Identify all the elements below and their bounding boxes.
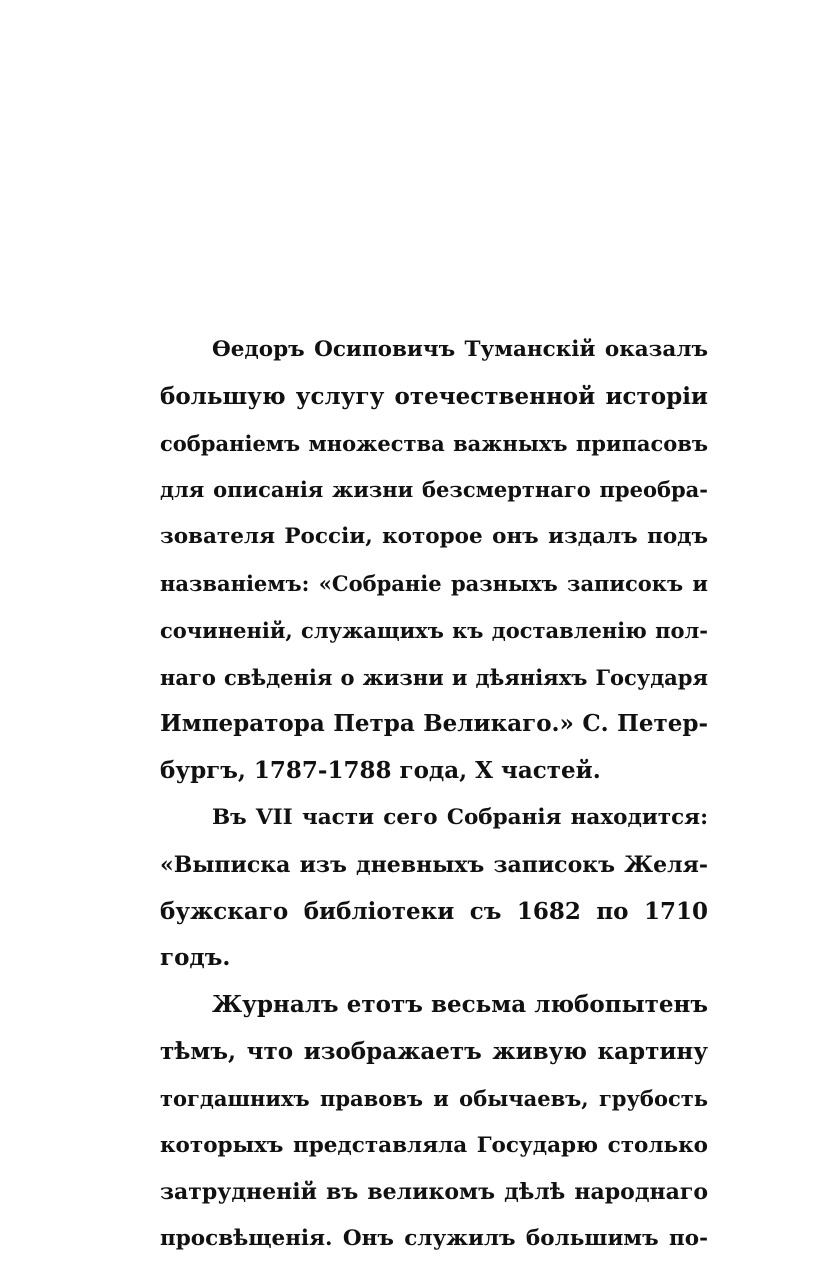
text-line: тогдашнихъ правовъ и обычаевъ, грубость <box>160 1085 708 1111</box>
text-line: Императора Петра Великаго.» С. Петер- <box>160 710 708 738</box>
text-line: затрудненій въ великомъ дѣлѣ народнаго <box>160 1179 708 1206</box>
text-line: наго свѣденія о жизни и дѣяніяхъ Государя <box>160 664 708 690</box>
text-line: для описанія жизни безсмертнаго преобра- <box>160 477 708 503</box>
page-text <box>160 327 708 1263</box>
text-line: бургъ, 1787-1788 года, X частей. <box>160 757 601 785</box>
text-line: просвѣщенія. Онъ служилъ большимъ по- <box>160 1226 708 1252</box>
text-line: названіемъ: «Собраніе разныхъ записокъ и <box>160 570 708 596</box>
text-line: большую услугу отечественной исторіи <box>160 382 708 410</box>
text-line: годъ. <box>160 944 231 972</box>
text-line: бужскаго библіотеки съ 1682 по 1710 <box>160 897 708 925</box>
paragraph-2 <box>160 795 708 982</box>
text-line: «Выписка изъ дневныхъ записокъ Желя- <box>160 851 708 878</box>
text-line: Өедоръ Осиповичъ Туманскій оказалъ <box>212 337 708 362</box>
paragraph-3 <box>160 982 708 1263</box>
text-line: которыхъ представляла Государю столько <box>160 1132 708 1158</box>
text-line: сочиненій, служащихъ къ доставленію пол- <box>160 617 708 643</box>
paragraph-1 <box>160 327 708 795</box>
text-line: зователя Россіи, которое онъ издалъ подъ <box>160 524 708 550</box>
text-line: Журналъ етотъ весьма любопытенъ <box>212 991 708 1019</box>
text-line: Въ VII части сего Собранія находится: <box>212 804 708 830</box>
text-line: тѣмъ, что изображаетъ живую картину <box>160 1037 708 1065</box>
text-line: собраніемъ множества важныхъ припасовъ <box>160 430 708 456</box>
